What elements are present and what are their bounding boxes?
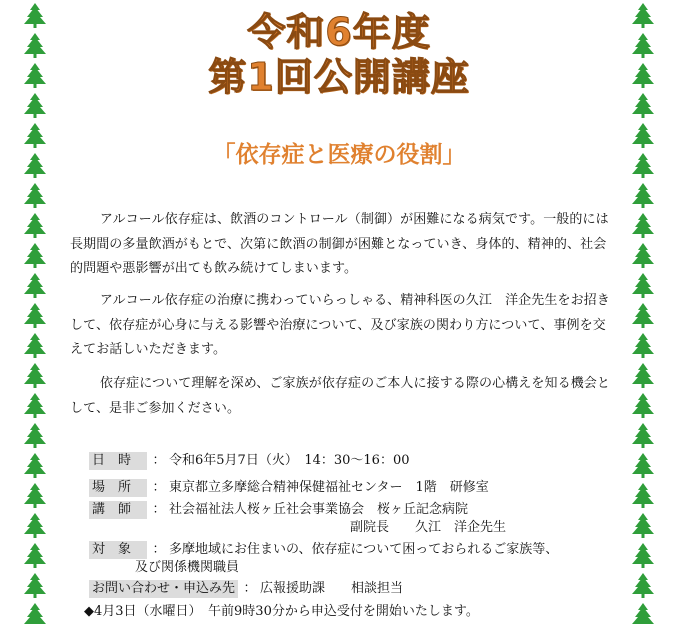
tree-icon xyxy=(631,392,655,419)
tree-icon xyxy=(23,362,47,389)
tree-icon xyxy=(631,2,655,29)
speaker-name: 副院長 久江 洋企先生 xyxy=(350,520,507,535)
tree-icon xyxy=(631,242,655,269)
contact-value: 広報援助課 相談担当 xyxy=(260,581,404,596)
tree-icon xyxy=(631,212,655,239)
info-date-row: 日時 ： 令和6年5月7日（火） 14：30〜16：00 xyxy=(89,452,410,470)
lecture-subtitle: 「依存症と医療の役割」 xyxy=(212,142,466,168)
tree-icon xyxy=(23,182,47,209)
title-line-2: 第1回公開講座 xyxy=(208,55,470,99)
tree-icon xyxy=(23,272,47,299)
tree-icon xyxy=(631,602,655,624)
intro-paragraph: アルコール依存症は、飲酒のコントロール（制御）が困難になる病気です。一般的には長期間の多量飲酒がもとで、次第に飲酒の制御が困難となっていき、身体的、精神的、社会的問題や悪影響が出ても飲み続けてしまいます。 xyxy=(70,212,609,276)
left-tree-border xyxy=(22,0,48,624)
tree-icon xyxy=(631,92,655,119)
tree-icon xyxy=(23,212,47,239)
tree-icon xyxy=(631,362,655,389)
tree-icon xyxy=(631,32,655,59)
tree-icon xyxy=(631,272,655,299)
tree-icon xyxy=(631,122,655,149)
speaker-paragraph: アルコール依存症の治療に携わっていらっしゃる、精神科医の久江 洋企先生をお招きして、依存症が心身に与える影響や治療について、及び家族の関わり方について、事例を交えてお話しいただきます。 xyxy=(70,293,610,357)
info-contact-row: お問い合わせ・申込み先 ： 広報援助課 相談担当 xyxy=(89,580,403,598)
place-label: 場所 xyxy=(89,479,147,497)
tree-icon xyxy=(631,182,655,209)
tree-icon xyxy=(23,152,47,179)
right-tree-border xyxy=(630,0,656,624)
invitation-paragraph: 依存症について理解を深め、ご家族が依存症のご本人に接する際の心構えを知る機会として、是非ご参加ください。 xyxy=(70,376,611,416)
info-place-row: 場所 ： 東京都立多摩総合精神保健福祉センター 1階 研修室 xyxy=(89,479,489,497)
tree-icon xyxy=(23,512,47,539)
tree-icon xyxy=(23,302,47,329)
tree-icon xyxy=(631,332,655,359)
title-line-1: 令和6年度 xyxy=(247,10,431,54)
tree-icon xyxy=(23,422,47,449)
tree-icon xyxy=(631,452,655,479)
contact-label: お問い合わせ・申込み先 xyxy=(89,580,238,598)
tree-icon xyxy=(23,332,47,359)
info-target-row: 対象 ： 多摩地域にお住まいの、依存症について困っておられるご家族等、 xyxy=(89,541,558,559)
tree-icon xyxy=(631,422,655,449)
tree-icon xyxy=(631,302,655,329)
tree-icon xyxy=(631,62,655,89)
tree-icon xyxy=(631,542,655,569)
tree-icon xyxy=(631,572,655,599)
speaker-affiliation: 社会福祉法人桜ヶ丘社会事業協会 桜ヶ丘記念病院 xyxy=(169,502,469,517)
target-value: 多摩地域にお住まいの、依存症について困っておられるご家族等、 xyxy=(169,542,559,557)
tree-icon xyxy=(23,122,47,149)
tree-icon xyxy=(23,2,47,29)
tree-icon xyxy=(23,542,47,569)
info-speaker-row: 講師 ： 社会福祉法人桜ヶ丘社会事業協会 桜ヶ丘記念病院 xyxy=(89,501,468,519)
registration-note: ◆4月3日（水曜日） 午前9時30分から申込受付を開始いたします。 xyxy=(84,604,479,619)
tree-icon xyxy=(631,152,655,179)
tree-icon xyxy=(631,512,655,539)
tree-icon xyxy=(23,62,47,89)
tree-icon xyxy=(23,242,47,269)
speaker-label: 講師 xyxy=(89,501,147,519)
tree-icon xyxy=(23,92,47,119)
tree-icon xyxy=(23,32,47,59)
tree-icon xyxy=(23,602,47,624)
target-value-continued: 及び関係機関職員 xyxy=(135,560,240,575)
tree-icon xyxy=(23,452,47,479)
flyer-page xyxy=(60,0,618,622)
tree-icon xyxy=(631,482,655,509)
tree-icon xyxy=(23,572,47,599)
date-label: 日時 xyxy=(89,452,147,470)
target-label: 対象 xyxy=(89,541,147,559)
tree-icon xyxy=(23,392,47,419)
date-value: 令和6年5月7日（火） 14：30〜16：00 xyxy=(169,453,410,468)
tree-icon xyxy=(23,482,47,509)
place-value: 東京都立多摩総合精神保健福祉センター 1階 研修室 xyxy=(169,480,489,495)
